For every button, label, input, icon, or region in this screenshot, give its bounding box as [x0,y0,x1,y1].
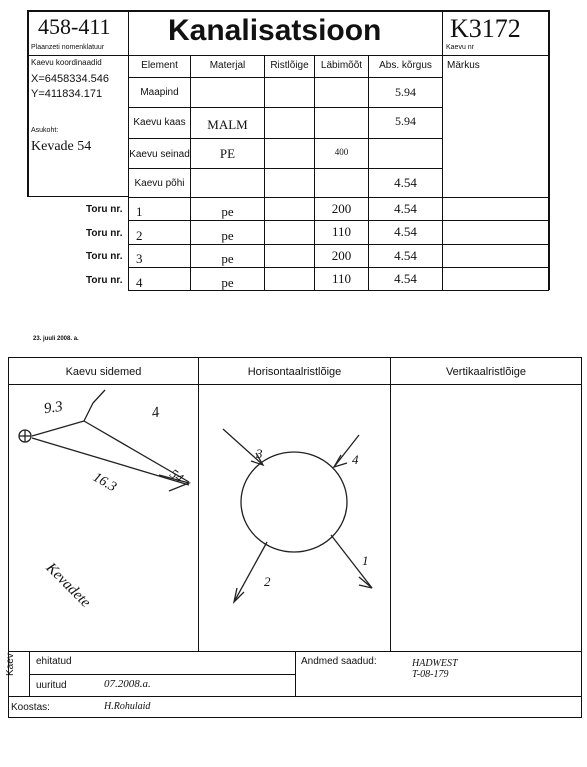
row-element: Maapind [140,87,179,98]
nomenclature-code: 458-411 [38,14,111,39]
pipe-label: Toru nr. [86,251,123,262]
pipe-number-label: 4 [352,452,359,467]
pipe-material: pe [221,275,234,290]
pipe-height: 4.54 [394,271,417,286]
coordinates-label: Kaevu koordinaadid [31,58,102,67]
well-number: K3172 [450,14,521,43]
header-section: Ristlõige [270,60,309,71]
street-label: Kevadete [42,560,94,611]
page-title: Kanalisatsioon [168,14,382,47]
header-height: Abs. kõrgus [379,60,432,71]
header-element: Element [141,60,178,71]
pipe-height: 4.54 [394,224,417,239]
pipe-diameter: 110 [331,224,352,239]
pipe-nr: 4 [136,275,143,290]
dimension-label: 9.3 [42,398,64,418]
row-height: 5.94 [395,114,416,128]
dimension-label: 54 [167,465,187,486]
pipe-material: pe [221,204,234,219]
row-element: Kaevu kaas [133,117,186,128]
sketch-col-horizontal: Horisontaalristlõige [247,366,342,378]
row-material: PE [219,146,236,161]
ties-sketch [9,385,198,650]
pipe-number-label: 3 [256,446,263,461]
sketch-col-vertical: Vertikaalristlõige [445,366,527,378]
row-diameter: 400 [334,147,349,157]
row-element: Kaevu põhi [134,178,185,189]
pipe-nr: 2 [136,228,143,243]
horizontal-section-sketch [199,385,390,650]
location-label: Asukoht: [31,127,59,134]
pipe-label: Toru nr. [86,275,123,286]
compiled-label: Koostas: [11,702,50,713]
dimension-label: 16.3 [90,469,119,496]
header-diameter: Läbimõõt [320,60,363,71]
row-material: MALM [207,117,248,132]
location-value: Kevade 54 [31,139,92,154]
pipe-diameter: 200 [331,201,352,216]
pipe-material: pe [221,251,234,266]
pipe-diameter: 200 [331,248,352,263]
sketch-col-ties: Kaevu sidemed [65,366,142,378]
measured-label: uuritud [36,680,67,691]
pipe-nr: 3 [136,251,143,266]
data-from-label: Andmed saadud: [301,656,377,667]
pipe-height: 4.54 [394,201,417,216]
coordinate-x: X=6458334.546 [31,73,109,85]
row-element: Kaevu seinad [129,149,190,160]
compiled-value: H.Rohulaid [104,701,151,712]
data-from-value: HADWEST [412,658,458,669]
row-height: 4.54 [394,175,417,190]
pipe-material: pe [221,228,234,243]
pipe-diameter: 110 [331,271,352,286]
pipe-label: Toru nr. [86,204,123,215]
coordinate-y: Y=411834.171 [31,88,103,100]
dimension-label: 4 [150,404,161,422]
pipe-number-label: 2 [264,574,271,589]
data-from-code: T-08-179 [412,669,449,680]
header-material: Materjal [209,60,246,71]
date-note: 23. juuli 2008. a. [33,336,79,342]
pipe-nr: 1 [136,204,143,219]
header-notes: Märkus [447,60,480,71]
pipe-label: Toru nr. [86,228,123,239]
nomenclature-label: Plaanzeti nomenklatuur [31,44,105,51]
well-number-label: Kaevu nr [446,44,475,51]
measured-value: 07.2008.a. [104,678,151,690]
pipe-height: 4.54 [394,248,417,263]
pipe-number-label: 1 [362,553,369,568]
row-height: 5.94 [395,85,416,99]
built-label: ehitatud [36,656,72,667]
footer-side-label: Kaev [5,653,16,676]
